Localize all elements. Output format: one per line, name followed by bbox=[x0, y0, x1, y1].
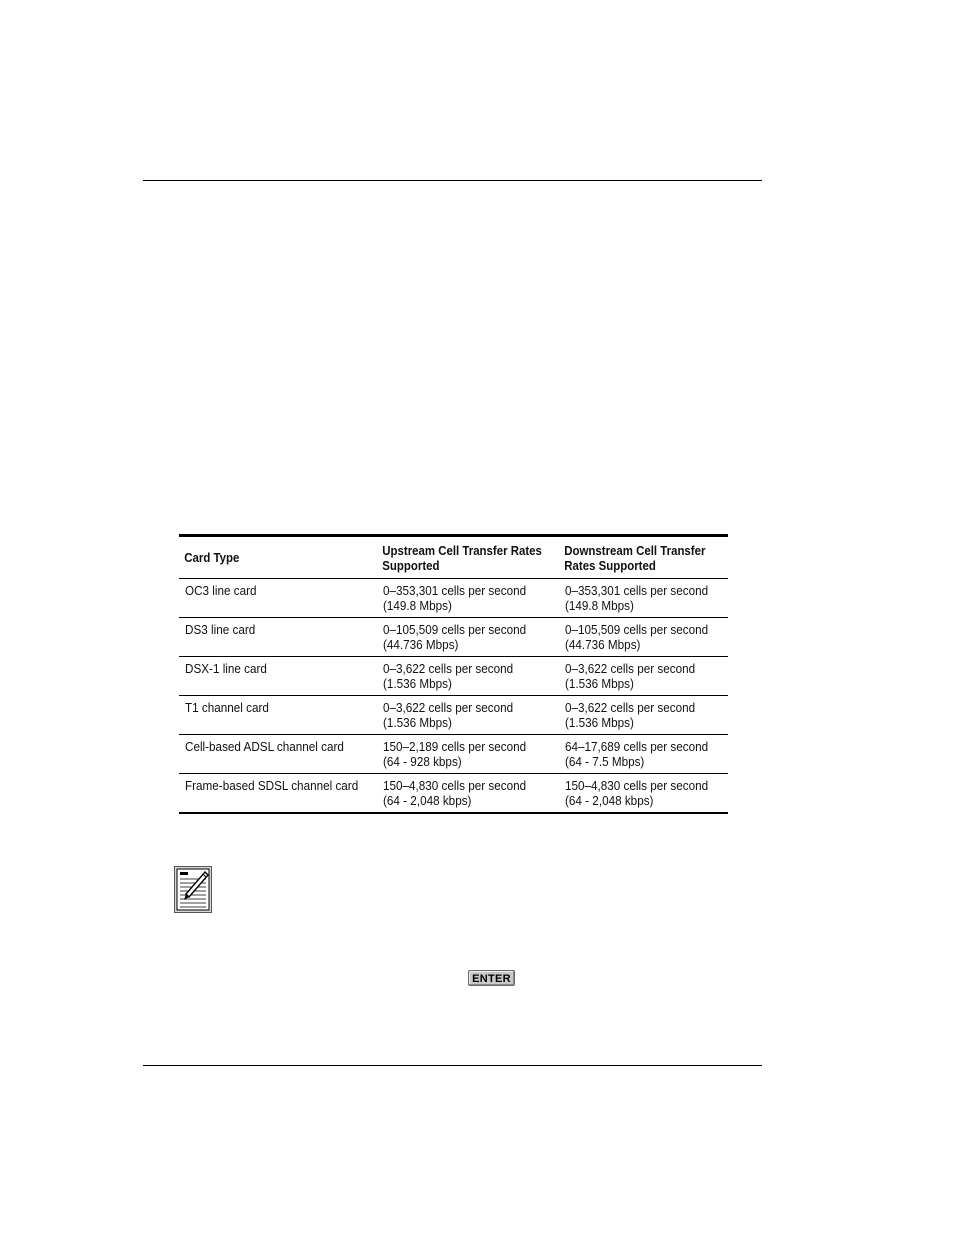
table-row bbox=[179, 774, 728, 813]
card-type-cell: Cell-based ADSL channel card bbox=[185, 739, 344, 754]
table-row bbox=[179, 735, 728, 774]
cell-transfer-rates-table bbox=[179, 534, 728, 814]
note-pad-pencil-icon bbox=[174, 866, 212, 913]
enter-key-icon bbox=[468, 970, 515, 986]
card-type-cell: T1 channel card bbox=[185, 700, 269, 715]
table-row bbox=[179, 618, 728, 657]
enter-key-label: ENTER bbox=[472, 973, 511, 985]
upstream-rate-cell: 150–4,830 cells per second (64 - 2,048 kbps) bbox=[383, 778, 527, 808]
card-type-cell: OC3 line card bbox=[185, 583, 257, 598]
upstream-rate-cell: 0–353,301 cells per second (149.8 Mbps) bbox=[383, 583, 527, 613]
downstream-rate-cell: 0–105,509 cells per second (44.736 Mbps) bbox=[565, 622, 709, 652]
upstream-rate-cell: 150–2,189 cells per second (64 - 928 kbps) bbox=[383, 739, 527, 769]
card-type-cell: DSX-1 line card bbox=[185, 661, 267, 676]
table-row bbox=[179, 696, 728, 735]
upstream-rate-cell: 0–3,622 cells per second (1.536 Mbps) bbox=[383, 661, 514, 691]
card-type-cell: Frame-based SDSL channel card bbox=[185, 778, 359, 793]
upstream-rate-cell: 0–105,509 cells per second (44.736 Mbps) bbox=[383, 622, 527, 652]
upstream-rate-cell: 0–3,622 cells per second (1.536 Mbps) bbox=[383, 700, 514, 730]
downstream-rate-cell: 64–17,689 cells per second (64 - 7.5 Mbps) bbox=[565, 739, 709, 769]
column-header-downstream: Downstream Cell Transfer Rates Supported bbox=[564, 542, 706, 573]
table-header-row bbox=[179, 536, 728, 579]
downstream-rate-cell: 0–3,622 cells per second (1.536 Mbps) bbox=[565, 700, 696, 730]
downstream-rate-cell: 150–4,830 cells per second (64 - 2,048 kbps) bbox=[565, 778, 709, 808]
card-type-cell: DS3 line card bbox=[185, 622, 256, 637]
table-row bbox=[179, 579, 728, 618]
header-rule bbox=[143, 180, 762, 181]
column-header-upstream: Upstream Cell Transfer Rates Supported bbox=[382, 542, 542, 573]
table-row bbox=[179, 657, 728, 696]
footer-rule bbox=[143, 1065, 762, 1066]
column-header-card-type: Card Type bbox=[184, 550, 240, 565]
downstream-rate-cell: 0–353,301 cells per second (149.8 Mbps) bbox=[565, 583, 709, 613]
downstream-rate-cell: 0–3,622 cells per second (1.536 Mbps) bbox=[565, 661, 696, 691]
